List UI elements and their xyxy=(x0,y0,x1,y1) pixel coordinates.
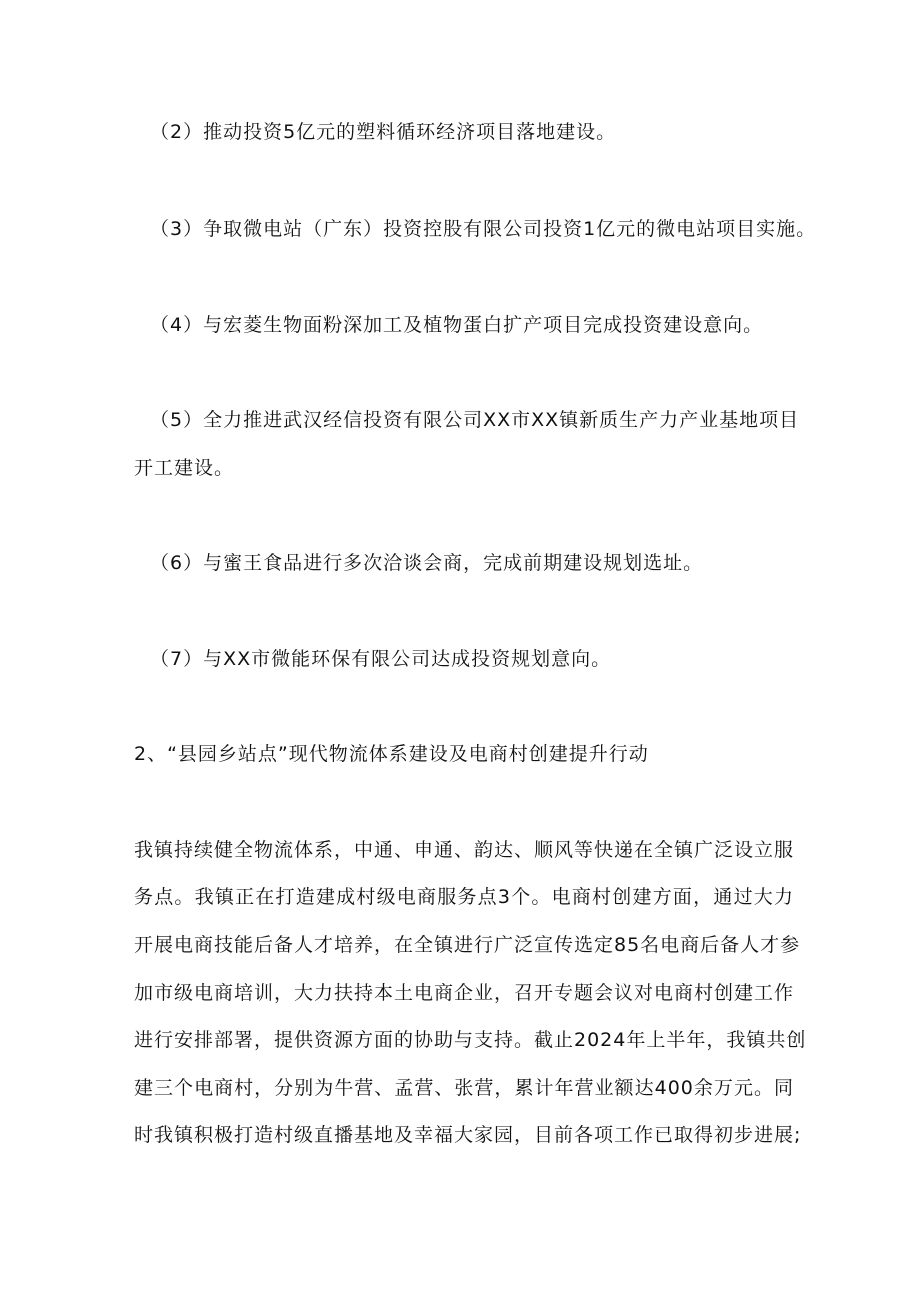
paragraph-line: 我镇持续健全物流体系，中通、申通、韵达、顺风等快递在全镇广泛设立服 xyxy=(134,839,795,861)
section-heading: 2、“县园乡站点”现代物流体系建设及电商村创建提升行动 xyxy=(134,743,649,765)
list-item-5-continuation: 开工建设。 xyxy=(134,457,235,479)
list-item-2: （2）推动投资5亿元的塑料循环经济项目落地建设。 xyxy=(150,121,617,143)
list-item-6: （6）与蜜王食品进行多次洽谈会商，完成前期建设规划选址。 xyxy=(150,552,704,574)
list-item-3: （3）争取微电站（广东）投资控股有限公司投资1亿元的微电站项目实施。 xyxy=(150,218,817,240)
list-item-4: （4）与宏菱生物面粉深加工及植物蛋白扩产项目完成投资建设意向。 xyxy=(150,314,764,336)
paragraph-line: 务点。我镇正在打造建成村级电商服务点3个。电商村创建方面，通过大力 xyxy=(134,886,794,908)
list-item-5: （5）全力推进武汉经信投资有限公司XX市XX镇新质生产力产业基地项目 xyxy=(150,409,800,431)
list-item-7: （7）与XX市微能环保有限公司达成投资规划意向。 xyxy=(150,648,612,670)
paragraph-line: 加市级电商培训，大力扶持本土电商企业，召开专题会议对电商村创建工作 xyxy=(134,982,795,1004)
paragraph-line: 时我镇积极打造村级直播基地及幸福大家园，目前各项工作已取得初步进展; xyxy=(134,1124,802,1146)
paragraph-line: 开展电商技能后备人才培养，在全镇进行广泛宣传选定85名电商后备人才参 xyxy=(134,934,801,956)
paragraph-line: 建三个电商村，分别为牛营、孟营、张营，累计年营业额达400余万元。同 xyxy=(134,1077,794,1099)
paragraph-line: 进行安排部署，提供资源方面的协助与支持。截止2024年上半年，我镇共创 xyxy=(134,1029,807,1051)
